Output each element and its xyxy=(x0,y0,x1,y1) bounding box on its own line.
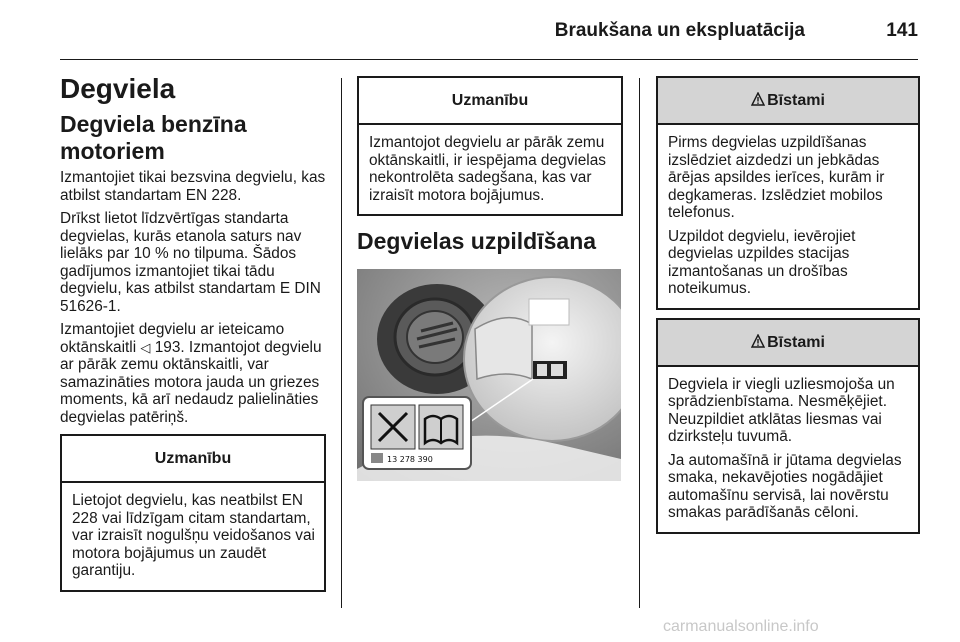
column-right xyxy=(656,76,920,534)
caution-box-octane xyxy=(357,76,623,216)
caution-box-title: Uzmanību xyxy=(359,78,621,125)
running-header-title: Braukšana un ekspluatācija xyxy=(554,20,805,41)
paragraph-octane-text-a: Izmantojiet degvielu ar ieteicamo oktānskaitli xyxy=(60,321,285,356)
danger-box-header xyxy=(658,320,918,367)
warning-triangle-icon xyxy=(751,92,765,106)
paragraph-octane xyxy=(60,321,326,426)
section-heading-fuel: Degviela xyxy=(60,73,176,104)
caution-box-text: Izmantojot degvielu ar pārāk zemu oktānskaitli, ir iespējama degvielas nekontrolēta sadegšana, kas var izraisīt motora bojājumus. xyxy=(369,134,606,204)
danger-box-ignition xyxy=(656,76,920,310)
fuel-filler-flap-photo xyxy=(357,269,621,481)
paragraph-ethanol: Drīkst lietot līdzvērtīgas standarta degvielas, kurās etanola saturs nav lielāks par 10 % no tilpuma. Šādos gadījumos izmantojiet tikai tādu degvielu, kas atbilst standartam E DIN 51626-1. xyxy=(60,210,321,315)
caution-box-fuel-standard xyxy=(60,434,326,592)
danger-box-text-1: Degviela ir viegli uzliesmojoša un sprādzienbīstama. Nesmēķējiet. Neuzpildiet atklātas liesmas vai dzirksteļu tuvumā. xyxy=(668,375,895,445)
page-number: 141 xyxy=(886,20,918,41)
danger-box-title: Bīstami xyxy=(767,333,825,351)
paragraph-unleaded: Izmantojiet tikai bezsvina degvielu, kas atbilst standartam EN 228. xyxy=(60,169,326,204)
danger-box-header xyxy=(658,78,918,125)
danger-box-text-2: Uzpildot degvielu, ievērojiet degvielas uzpildes stacijas izmantošanas un drošības noteikumus. xyxy=(668,227,856,297)
caution-box-title: Uzmanību xyxy=(62,436,324,483)
column-middle xyxy=(357,76,623,481)
column-divider-1 xyxy=(341,78,342,608)
danger-box-text-2: Ja automašīnā ir jūtama degvielas smaka, nekavējoties nogādājiet automašīnu servisā, lai novērstu smakas parādīšanās cēloni. xyxy=(668,451,902,521)
column-left xyxy=(60,72,326,592)
warning-triangle-icon xyxy=(751,334,765,348)
column-divider-2 xyxy=(639,78,640,608)
paragraph-octane-text-b: 193. Izmantojot degvielu ar pārāk zemu oktānskaitli, var samazināties motora jauda un griezes moments, kā arī nedaudz palielināties degvielas patēriņš. xyxy=(60,338,322,426)
danger-box-title: Bīstami xyxy=(767,92,825,109)
watermark: carmanualsonline.info xyxy=(663,618,819,635)
subheading-petrol-fuel: Degviela benzīna motoriem xyxy=(60,111,247,164)
subheading-refuelling: Degvielas uzpildīšana xyxy=(357,228,597,254)
photo-label-number: 13 278 390 xyxy=(387,455,433,464)
caution-box-text: Lietojot degvielu, kas neatbilst EN 228 vai līdzīgam citam standartam, var izraisīt nogulšņu veidošanos vai motora bojājumus un zaudēt garantiju. xyxy=(72,492,315,579)
danger-box-text-1: Pirms degvielas uzpildīšanas izslēdziet aizdedzi un jebkādas ārējas apsildes ierīces, kurām ir degkameras. Izslēdziet mobilos telefonus. xyxy=(668,134,885,221)
cross-reference-icon[interactable]: ◁ xyxy=(140,339,151,355)
fuel-filler-illustration xyxy=(357,269,621,481)
danger-box-flammable xyxy=(656,318,920,534)
header-rule xyxy=(60,59,918,60)
